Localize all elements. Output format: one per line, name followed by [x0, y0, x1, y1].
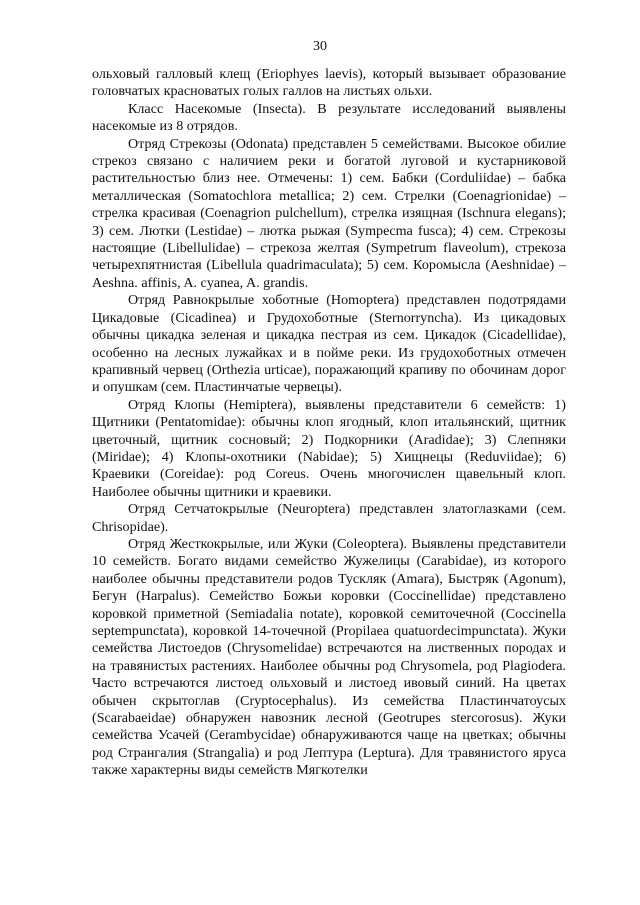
paragraph-insecta-class: Класс Насекомые (Insecta). В результате исследований выявлены насекомые из 8 отрядов.	[92, 100, 566, 135]
paragraph-hemiptera: Отряд Клопы (Hemiptera), выявлены представители 6 семейств: 1) Щитники (Pentatomidae): обычны клоп ягодный, клоп итальянский, щитник цветочный, щитник сосновый; 2) Подкорники (Aradidae); 3) Слепняки (Miridae); 4) Клопы-охотники (Nabidae); 5) Хищнецы (Reduviidae); 6) Краевики (Coreidae): род Coreus. Очень многочислен щавельный клоп. Наиболее обычны щитники и краевики.	[92, 396, 566, 500]
page-number: 30	[313, 39, 327, 54]
paragraph-neuroptera: Отряд Сетчатокрылые (Neuroptera) представлен златоглазками (сем. Chrisopidae).	[92, 501, 566, 535]
body-text	[92, 66, 566, 780]
paragraph-odonata: Отряд Стрекозы (Odonata) представлен 5 семействами. Высокое обилие стрекоз связано с наличием реки и богатой луговой и кустарниковой растительностью близ нее. Отмечены: 1) сем. Бабки (Corduliidae) – бабка металлическая (Somatochlora metallica; 2) сем. Стрелки (Coenagrionidae) – стрелка красивая (Coenagrion pulchellum), стрелка изящная (Ischnura elegans); 3) сем. Лютки (Lestidae) – лютка рыжая (Sympecma fusca); 4) сем. Стрекозы настоящие (Libellulidae) – стрекоза желтая (Sympetrum flaveolum), стрекоза четырехпятнистая (Libellula quadrimaculata); 5) сем. Коромысла (Aeshnidae) – Aeshna. affinis, A. cyanea, A. grandis.	[92, 135, 566, 291]
paragraph-homoptera: Отряд Равнокрылые хоботные (Homoptera) представлен подотрядами Цикадовые (Cicadinea) и Грудохоботные (Sternorryncha). Из цикадовых обычны цикадка зеленая и цикадка пестрая из сем. Цикадок (Cicadellidae), особенно на лесных лужайках и в пойме реки. Из грудохоботных отмечен крапивный червец (Orthezia urticae), поражающий крапиву по обочинам дорог и опушкам (сем. Пластинчатые червецы).	[92, 292, 566, 396]
paragraph-coleoptera: Отряд Жесткокрылые, или Жуки (Coleoptera). Выявлены представители 10 семейств. Богато видами семейство Жужелицы (Carabidae), из которого наиболее обычны представители родов Тускляк (Amara), Быстряк (Agonum), Бегун (Harpalus). Семейство Божьи коровки (Coccinellidae) представлено коровкой приметной (Semiadalia notate), коровкой семиточечной (Coccinella septempunctata), коровкой 14-точечной (Propilaea quatuordecimpunctata). Жуки семейства Листоедов (Chrysomelidae) встречаются на лиственных породах и на травянистых растениях. Наиболее обычны род Chrysomela, род Plagiodera. Часто встречаются листоед ольховый и листоед ивовый синий. На цветах обычен скрытоглав (Cryptocephalus). Из семейства Пластинчатоусых (Scarabaeidae) обнаружен навозник лесной (Geotrupes stercorosus). Жуки семейства Усачей (Cerambycidae) обнаруживаются чаще на цветках; обычны род Странгалия (Strangalia) и род Лептура (Leptura). Для травянистого яруса также характерны виды семейств Мягкотелки	[92, 535, 566, 779]
paragraph-gall-mite: ольховый галловый клещ (Eriophyes laevis), который вызывает образование головчатых красноватых голых галлов на листьях ольхи.	[92, 66, 566, 100]
